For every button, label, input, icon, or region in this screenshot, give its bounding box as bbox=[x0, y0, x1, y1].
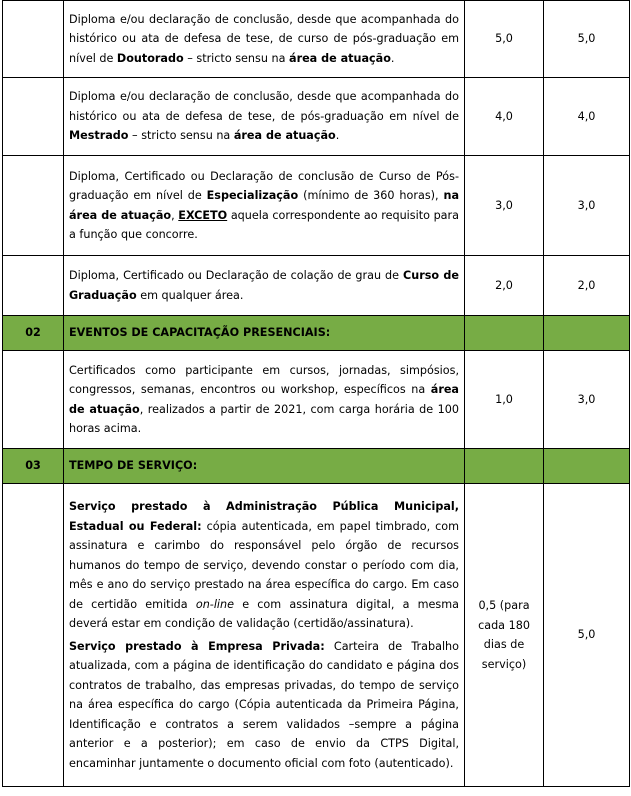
description-cell bbox=[64, 484, 465, 787]
table-row bbox=[3, 1, 630, 78]
text-run: área de atuação bbox=[289, 51, 391, 65]
section-header-row bbox=[3, 316, 630, 351]
points-cell: 1,0 bbox=[465, 351, 544, 449]
text-run: Especialização bbox=[206, 189, 299, 202]
description-cell bbox=[64, 351, 465, 449]
max-points-cell: 5,0 bbox=[544, 484, 630, 787]
text-run: , bbox=[171, 208, 179, 222]
max-points-cell: 2,0 bbox=[544, 256, 630, 316]
section-code: 03 bbox=[3, 449, 64, 484]
text-run: – stricto sensu na bbox=[183, 51, 290, 65]
max-points-cell: 5,0 bbox=[544, 1, 630, 78]
section-title: EVENTOS DE CAPACITAÇÃO PRESENCIAIS: bbox=[64, 316, 465, 351]
text-run: Doutorado bbox=[116, 51, 184, 65]
text-run: Diploma, Certificado ou Declaração de colação de grau de bbox=[69, 269, 404, 282]
code-cell bbox=[3, 1, 64, 78]
description-cell bbox=[64, 156, 465, 256]
text-run: Curso de Graduação bbox=[69, 269, 459, 302]
table-row bbox=[3, 78, 630, 156]
points-cell: 4,0 bbox=[465, 78, 544, 156]
code-cell bbox=[3, 351, 64, 449]
empty-cell bbox=[544, 316, 630, 351]
points-cell: 5,0 bbox=[465, 1, 544, 78]
section-code: 02 bbox=[3, 316, 64, 351]
section-header-row bbox=[3, 449, 630, 484]
max-points-cell: 3,0 bbox=[544, 156, 630, 256]
max-points-cell: 3,0 bbox=[544, 351, 630, 449]
code-cell bbox=[3, 78, 64, 156]
text-run: cópia autenticada, em papel timbrado, com assinatura e carimbo do responsável pelo órgão de recursos humanos do tempo de serviço, devendo constar o período com dia, mês e ano do serviço prestado na área específica do cargo. Em caso de certidão emitida bbox=[69, 519, 459, 611]
text-run: em qualquer área. bbox=[136, 288, 244, 302]
text-run: Diploma e/ou declaração de conclusão, desde que acompanhada do histórico ou ata de defesa de tese, de curso de pós-graduação em nível de bbox=[69, 12, 459, 65]
text-run: área de atuação bbox=[69, 383, 459, 416]
text-run: . bbox=[335, 129, 340, 143]
description-cell bbox=[64, 78, 465, 156]
max-points-cell: 4,0 bbox=[544, 78, 630, 156]
text-run: Carteira de Trabalho atualizada, com a página de identificação do candidato e página dos contratos de trabalho, das empresas privadas, do tempo de serviço na área específica do cargo (Cópia autenticada da Primeira Página, Identificação e contratos a serem validados –sempre a página anterior e a posterior); em caso de envio da CTPS Digital, encaminhar juntamente o documento oficial com foto (autenticado). bbox=[69, 639, 459, 770]
text-run: . bbox=[390, 51, 395, 65]
table-row bbox=[3, 484, 630, 787]
paragraph-public-service bbox=[69, 497, 459, 634]
text-run: aquela correspondente ao requisito para a função que concorre. bbox=[69, 208, 459, 241]
text-run: Serviço prestado à Empresa Privada: bbox=[69, 639, 325, 653]
text-run: , realizados a partir de 2021, com carga horária de 100 horas acima. bbox=[69, 402, 459, 435]
empty-cell bbox=[465, 316, 544, 351]
points-cell: 2,0 bbox=[465, 256, 544, 316]
description-cell bbox=[64, 256, 465, 316]
text-run: on-line bbox=[195, 597, 235, 611]
text-run: EXCETO bbox=[178, 208, 228, 222]
text-run: área de atuação bbox=[233, 129, 336, 143]
text-run: (mínimo de 360 horas), bbox=[298, 189, 444, 202]
paragraph-private-service bbox=[69, 637, 459, 774]
text-run: e com assinatura digital, a mesma deverá estar em condição de validação (certidão/assinatura). bbox=[69, 597, 459, 630]
text-run: Diploma, Certificado ou Declaração de conclusão de Curso de Pós-graduação em nível de bbox=[69, 169, 459, 202]
empty-cell bbox=[465, 449, 544, 484]
table-row bbox=[3, 256, 630, 316]
criteria-table bbox=[2, 0, 630, 787]
code-cell bbox=[3, 256, 64, 316]
points-cell: 0,5 (para cada 180 dias de serviço) bbox=[465, 484, 544, 787]
text-run: na área de atuação bbox=[69, 189, 459, 222]
code-cell bbox=[3, 156, 64, 256]
table-row bbox=[3, 156, 630, 256]
points-cell: 3,0 bbox=[465, 156, 544, 256]
description-cell bbox=[64, 1, 465, 78]
text-run: – stricto sensu na bbox=[128, 129, 234, 143]
text-run: Certificados como participante em cursos, jornadas, simpósios, congressos, semanas, encontros ou workshop, específicos na bbox=[69, 363, 459, 396]
section-title: TEMPO DE SERVIÇO: bbox=[64, 449, 465, 484]
text-run: Mestrado bbox=[69, 129, 129, 143]
text-run: Diploma e/ou declaração de conclusão, desde que acompanhada do histórico ou ata de defesa de tese, de pós-graduação em nível de bbox=[69, 90, 459, 123]
empty-cell bbox=[544, 449, 630, 484]
text-run: Serviço prestado à Administração Pública Municipal, Estadual ou Federal: bbox=[69, 500, 459, 533]
code-cell bbox=[3, 484, 64, 787]
table-row bbox=[3, 351, 630, 449]
